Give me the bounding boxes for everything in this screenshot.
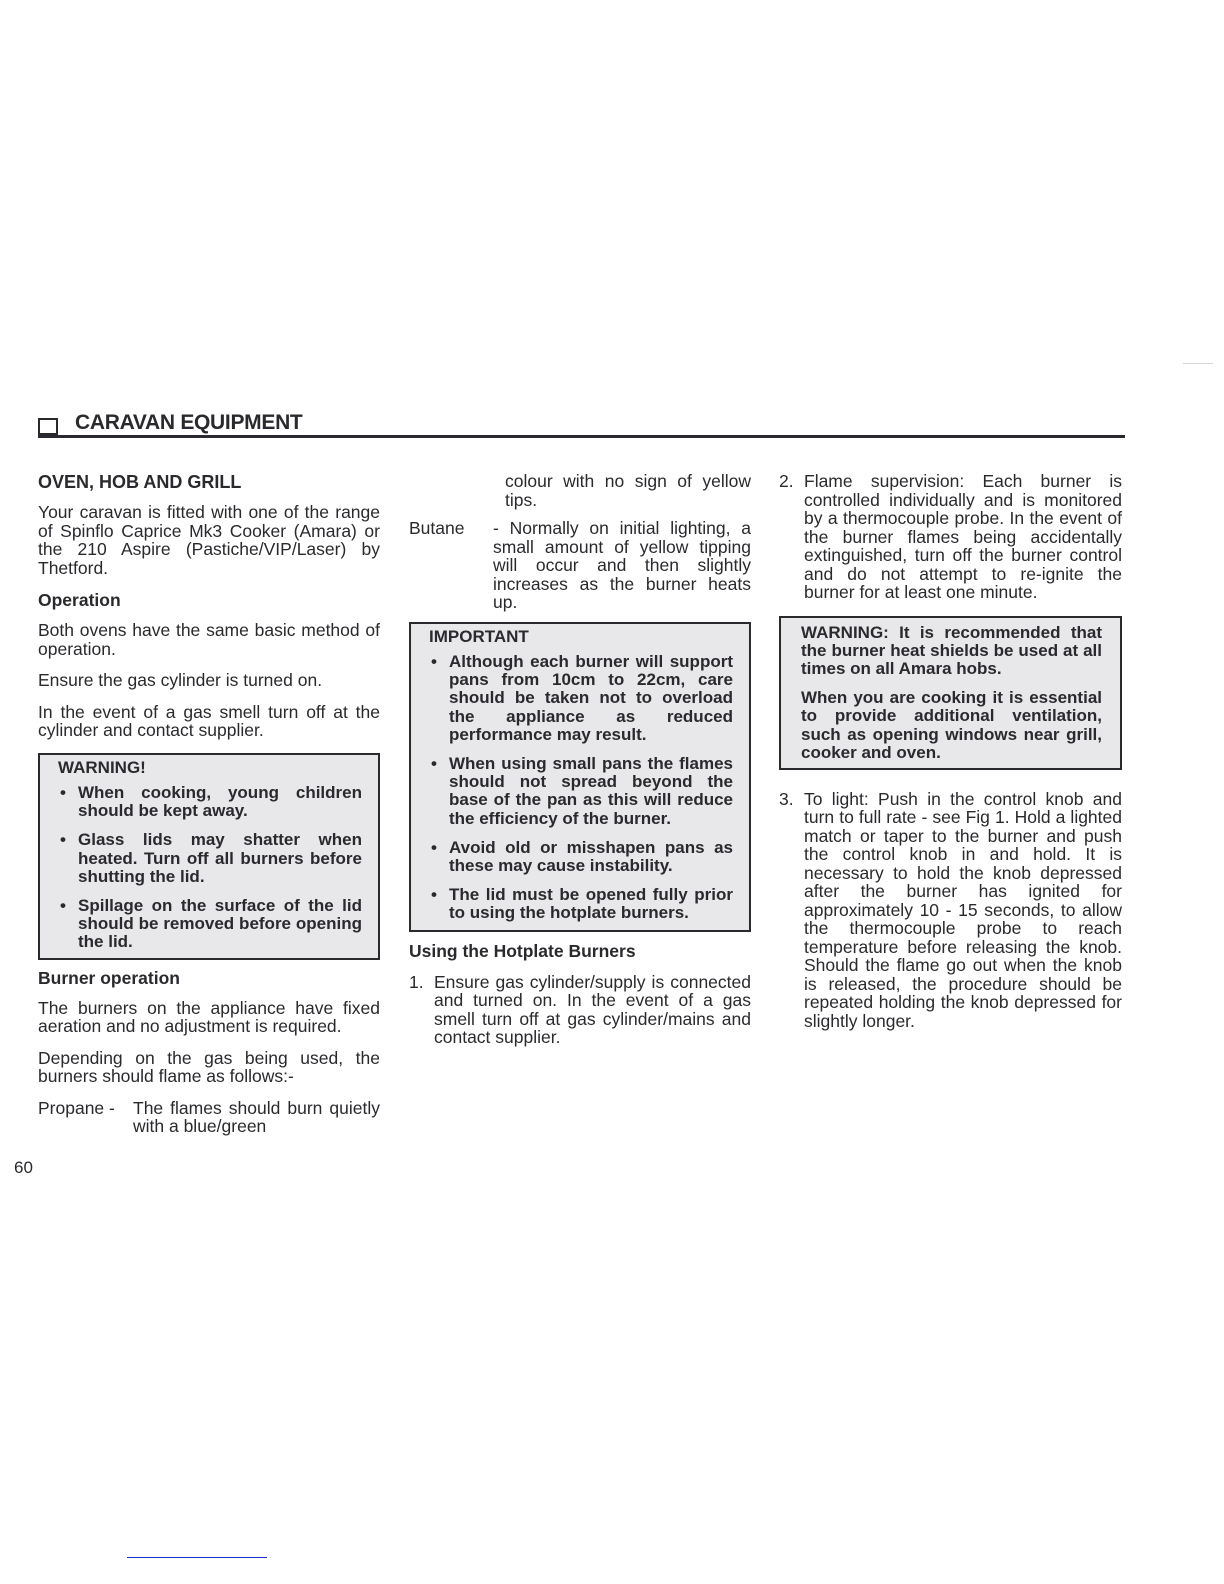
important-item: • Avoid old or misshapen pans as these may cause instability.	[429, 839, 733, 875]
propane-label: Propane -	[38, 1097, 115, 1118]
butane-row	[409, 519, 751, 612]
butane-text: - Normally on initial lighting, a small amount of yellow tipping will occur and then slightly increases as the burner heats up.	[493, 518, 751, 612]
butane-label: Butane	[409, 518, 465, 538]
step-2	[779, 472, 1122, 602]
section-title: CARAVAN EQUIPMENT	[75, 411, 303, 434]
column-3	[779, 472, 1122, 1043]
warning-item: • Spillage on the surface of the lid should be removed before opening the lid.	[58, 897, 362, 952]
step-3-number: 3.	[779, 788, 794, 809]
step-1	[409, 973, 751, 1047]
warning-box	[38, 753, 380, 960]
warning-item: • When cooking, young children should be kept away.	[58, 784, 362, 820]
propane-continued: colour with no sign of yellow tips.	[505, 471, 751, 510]
important-item: • The lid must be opened fully prior to using the hotplate burners.	[429, 886, 733, 922]
intro-paragraph: Your caravan is fitted with one of the range of Spinflo Caprice Mk3 Cooker (Amara) or the 210 Aspire (Pastiche/VIP/Laser) by Thetford.	[38, 502, 380, 578]
column-2	[409, 472, 751, 1060]
heading-hotplate-burners: Using the Hotplate Burners	[409, 940, 636, 961]
important-item: • When using small pans the flames should not spread beyond the base of the pan as this will reduce the efficiency of the burner.	[429, 755, 733, 828]
operation-paragraph-3: In the event of a gas smell turn off at the cylinder and contact supplier.	[38, 701, 380, 740]
operation-paragraph-1: Both ovens have the same basic method of operation.	[38, 620, 380, 659]
warning-item: • Glass lids may shatter when heated. Turn off all burners before shutting the lid.	[58, 831, 362, 886]
section-header	[38, 410, 1125, 440]
step-3-text: To light: Push in the control knob and turn to full rate - see Fig 1. Hold a lighted match or taper to the burner and push the control knob in and hold. It is necessary to hold the knob depressed after the burner has ignited for approximately 10 - 15 seconds, to allow the thermocouple probe to reach temperature before releasing the knob. Should the flame go out when the knob is released, the procedure should be repeated holding the knob depressed for slightly longer.	[804, 788, 1122, 1031]
important-box	[409, 622, 751, 932]
column-1	[38, 472, 380, 1136]
heading-oven-hob-grill: OVEN, HOB AND GRILL	[38, 472, 242, 492]
header-rule	[38, 435, 1125, 438]
step-3	[779, 790, 1122, 1031]
propane-text: The flames should burn quietly with a blue/green	[133, 1097, 380, 1137]
step-1-text: Ensure gas cylinder/supply is connected and turned on. In the event of a gas smell turn off at gas cylinder/mains and contact supplier.	[434, 971, 751, 1048]
heading-operation: Operation	[38, 590, 121, 610]
step-2-number: 2.	[779, 471, 794, 491]
important-item: • Although each burner will support pans from 10cm to 22cm, care should be taken not to overload the appliance as reduced performance may result.	[429, 653, 733, 744]
step-2-text: Flame supervision: Each burner is controlled individually and is monitored by a thermocouple probe. In the event of the burner flames being accidentally extinguished, turn off the burner control and do not attempt to re-ignite the burner for at least one minute.	[804, 471, 1122, 602]
ventilation-text: When you are cooking it is essential to provide additional ventilation, such as opening windows near grill, cooker and oven.	[801, 688, 1102, 762]
page-number: 60	[14, 1158, 33, 1177]
heading-burner-operation: Burner operation	[38, 967, 180, 988]
important-title: IMPORTANT	[429, 626, 529, 646]
operation-paragraph-2: Ensure the gas cylinder is turned on.	[38, 670, 323, 690]
burner-paragraph-2: Depending on the gas being used, the burners should flame as follows:-	[38, 1047, 380, 1087]
burner-paragraph-1: The burners on the appliance have fixed aeration and no adjustment is required.	[38, 997, 380, 1037]
warning-shields-box	[779, 616, 1122, 770]
step-1-number: 1.	[409, 971, 424, 992]
warning-shields-text: WARNING: It is recommended that the burner heat shields be used at all times on all Amara hobs.	[801, 622, 1102, 678]
propane-row	[38, 1099, 380, 1136]
warning-title: WARNING!	[58, 757, 146, 777]
checkbox-square-icon	[38, 418, 58, 435]
blue-underline	[127, 1557, 267, 1558]
scan-edge-mark	[1183, 363, 1213, 364]
